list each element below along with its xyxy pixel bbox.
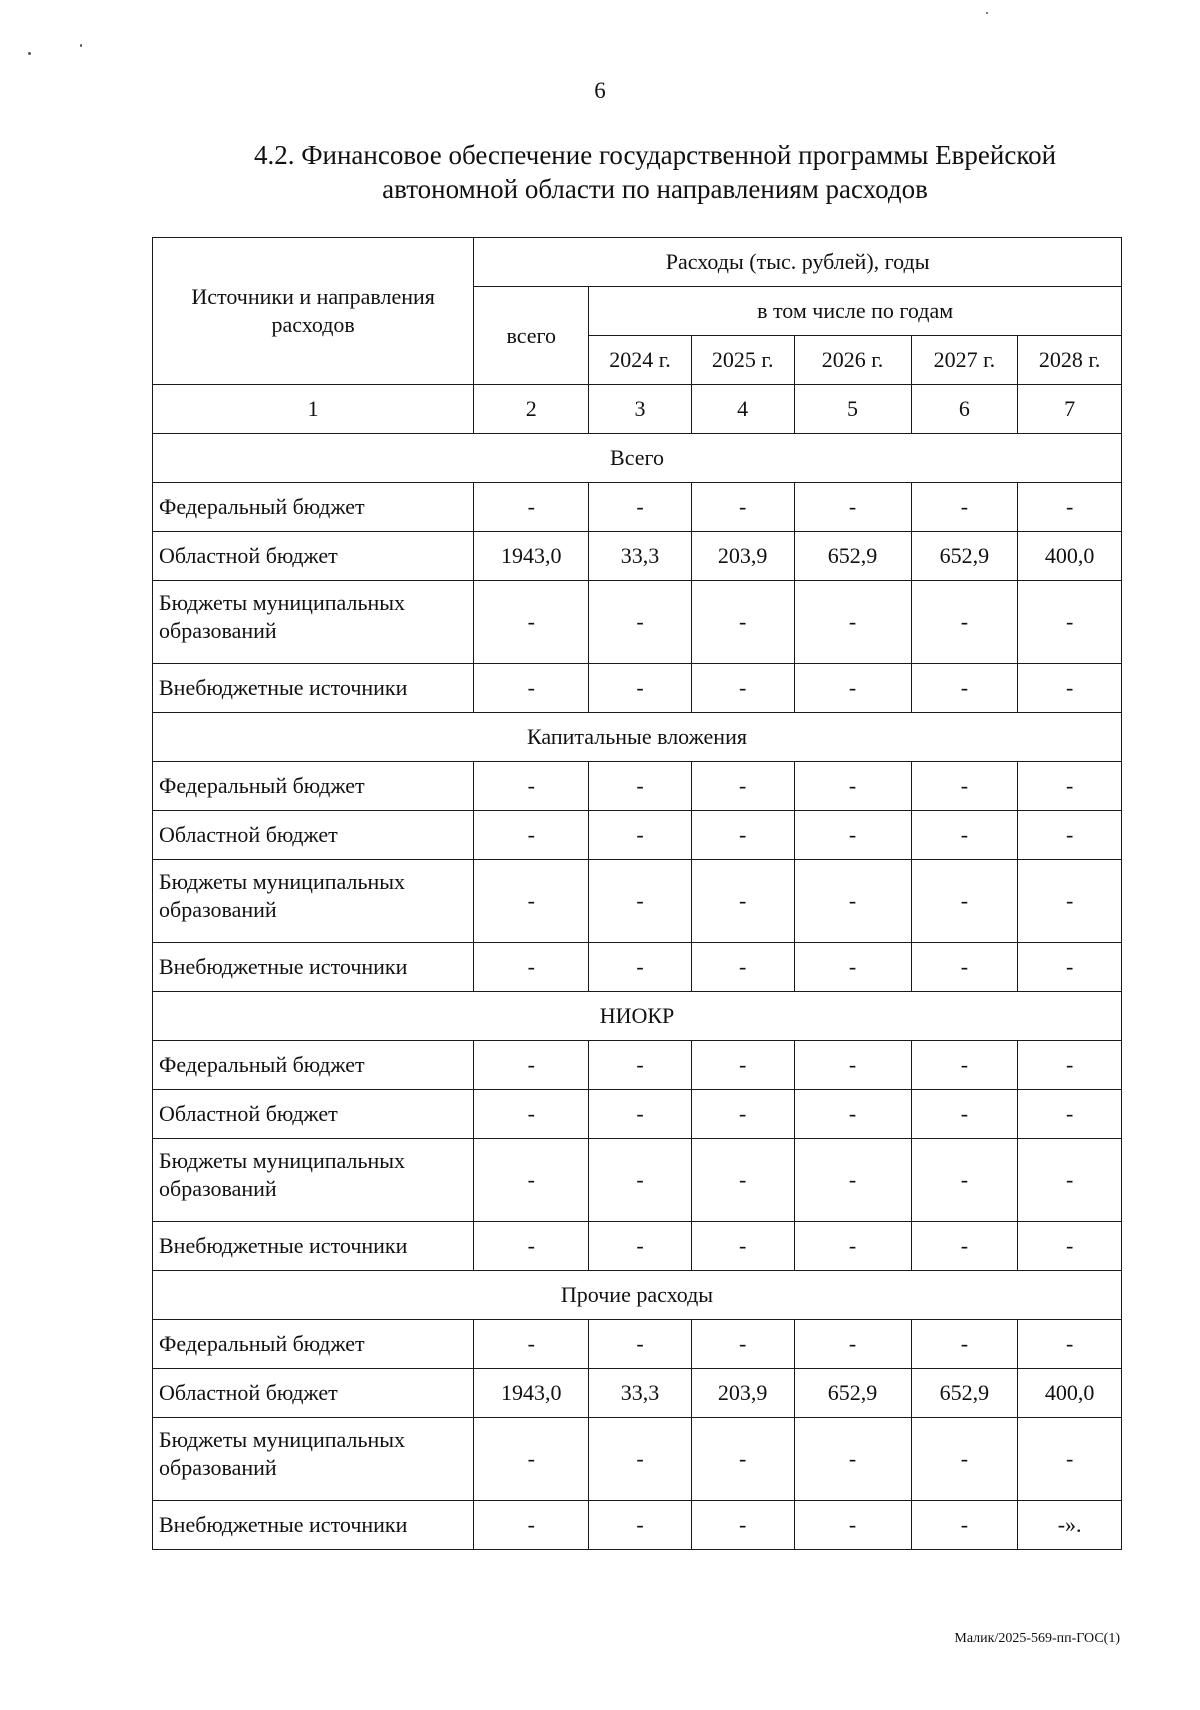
table-cell: - <box>911 1320 1018 1369</box>
table-cell: - <box>794 1139 911 1222</box>
table-cell: - <box>911 1041 1018 1090</box>
row-label: Внебюджетные источники <box>153 664 474 713</box>
header-year: 2027 г. <box>911 336 1018 385</box>
table-cell: - <box>691 664 794 713</box>
table-cell: - <box>589 1222 692 1271</box>
table-cell: - <box>794 1501 911 1550</box>
table-cell: - <box>1018 483 1122 532</box>
table-cell: - <box>474 664 589 713</box>
table-cell: -». <box>1018 1501 1122 1550</box>
table-cell: - <box>1018 664 1122 713</box>
table-cell: - <box>474 581 589 664</box>
scan-speck <box>80 44 82 47</box>
table-row <box>153 1041 1122 1090</box>
table-cell: - <box>589 1139 692 1222</box>
table-cell: - <box>589 811 692 860</box>
table-cell: 203,9 <box>691 532 794 581</box>
row-label: Внебюджетные источники <box>153 1222 474 1271</box>
table-row <box>153 1369 1122 1418</box>
table-cell: - <box>691 1041 794 1090</box>
table-cell: - <box>691 1139 794 1222</box>
table-cell: - <box>691 483 794 532</box>
table-cell: - <box>794 860 911 943</box>
table-cell: - <box>1018 1418 1122 1501</box>
row-label: Бюджеты муниципальных образований <box>153 860 474 943</box>
table-row <box>153 943 1122 992</box>
table-cell: - <box>474 943 589 992</box>
table-cell: - <box>474 1041 589 1090</box>
table-cell: - <box>911 1139 1018 1222</box>
table-cell: - <box>691 811 794 860</box>
row-label: Федеральный бюджет <box>153 762 474 811</box>
table-cell: - <box>589 762 692 811</box>
column-number: 7 <box>1018 385 1122 434</box>
table-row <box>153 1418 1122 1501</box>
row-label: Областной бюджет <box>153 1090 474 1139</box>
table-cell: - <box>1018 811 1122 860</box>
header-year: 2025 г. <box>691 336 794 385</box>
table-row <box>153 483 1122 532</box>
table-cell: - <box>589 581 692 664</box>
table-row <box>153 1222 1122 1271</box>
table-cell: - <box>1018 1222 1122 1271</box>
table-cell: - <box>589 483 692 532</box>
table-cell: 652,9 <box>794 532 911 581</box>
table-cell: 400,0 <box>1018 532 1122 581</box>
table-cell: - <box>691 762 794 811</box>
table-cell: - <box>474 811 589 860</box>
row-label: Областной бюджет <box>153 1369 474 1418</box>
table-cell: - <box>474 1501 589 1550</box>
table-cell: - <box>1018 762 1122 811</box>
header-expenses: Расходы (тыс. рублей), годы <box>474 238 1122 287</box>
table-cell: - <box>794 943 911 992</box>
table-cell: - <box>691 943 794 992</box>
table-row <box>153 762 1122 811</box>
column-number: 2 <box>474 385 589 434</box>
table-cell: - <box>794 664 911 713</box>
table-cell: 652,9 <box>794 1369 911 1418</box>
table-cell: - <box>911 581 1018 664</box>
table-cell: - <box>794 811 911 860</box>
table-cell: - <box>794 581 911 664</box>
column-number: 6 <box>911 385 1018 434</box>
document-title <box>150 138 1160 206</box>
table-cell: - <box>911 483 1018 532</box>
section-title: Капитальные вложения <box>153 713 1122 762</box>
row-label: Федеральный бюджет <box>153 483 474 532</box>
table-cell: 33,3 <box>589 532 692 581</box>
table-cell: - <box>794 483 911 532</box>
table-cell: 1943,0 <box>474 532 589 581</box>
row-label: Бюджеты муниципальных образований <box>153 1139 474 1222</box>
table-cell: - <box>911 1501 1018 1550</box>
row-label: Бюджеты муниципальных образований <box>153 581 474 664</box>
table-cell: - <box>1018 1041 1122 1090</box>
section-title: НИОКР <box>153 992 1122 1041</box>
title-line-2: автономной области по направлениям расходов <box>382 174 928 204</box>
table-row <box>153 1501 1122 1550</box>
table-cell: - <box>589 1501 692 1550</box>
table-row <box>153 581 1122 664</box>
table-cell: - <box>794 1222 911 1271</box>
table-cell: - <box>1018 581 1122 664</box>
row-label: Федеральный бюджет <box>153 1320 474 1369</box>
document-reference: Малик/2025-569-пп-ГОС(1) <box>954 1631 1120 1646</box>
table-cell: - <box>474 1090 589 1139</box>
table-row <box>153 860 1122 943</box>
header-by-years: в том числе по годам <box>589 287 1122 336</box>
header-year: 2028 г. <box>1018 336 1122 385</box>
table-cell: - <box>474 860 589 943</box>
table-cell: - <box>691 860 794 943</box>
page-number: 6 <box>594 78 606 103</box>
row-label: Областной бюджет <box>153 811 474 860</box>
table-cell: - <box>589 1320 692 1369</box>
table-cell: - <box>589 664 692 713</box>
table-cell: - <box>474 1418 589 1501</box>
table-cell: - <box>794 1090 911 1139</box>
table-cell: - <box>794 1041 911 1090</box>
scan-speck <box>28 52 31 55</box>
table-cell: 652,9 <box>911 532 1018 581</box>
table-cell: - <box>1018 1090 1122 1139</box>
table-cell: - <box>1018 1320 1122 1369</box>
title-line-1: 4.2. Финансовое обеспечение государственной программы Еврейской <box>253 140 1057 170</box>
table-cell: - <box>1018 1139 1122 1222</box>
table-cell: 1943,0 <box>474 1369 589 1418</box>
table-cell: - <box>589 860 692 943</box>
table-cell: 400,0 <box>1018 1369 1122 1418</box>
table-cell: - <box>589 943 692 992</box>
table-cell: - <box>589 1418 692 1501</box>
table-cell: - <box>691 1418 794 1501</box>
table-cell: - <box>911 1222 1018 1271</box>
section-title: Прочие расходы <box>153 1271 1122 1320</box>
table-cell: - <box>474 1320 589 1369</box>
table-cell: - <box>1018 943 1122 992</box>
column-number: 5 <box>794 385 911 434</box>
row-label: Областной бюджет <box>153 532 474 581</box>
table-cell: - <box>911 762 1018 811</box>
column-number: 3 <box>589 385 692 434</box>
table-cell: - <box>474 1139 589 1222</box>
financing-table <box>152 237 1122 1550</box>
row-label: Федеральный бюджет <box>153 1041 474 1090</box>
table-cell: - <box>1018 860 1122 943</box>
table-cell: - <box>794 1418 911 1501</box>
table-row <box>153 664 1122 713</box>
column-number: 1 <box>153 385 474 434</box>
table-cell: - <box>911 1418 1018 1501</box>
table-cell: - <box>589 1041 692 1090</box>
row-label: Внебюджетные источники <box>153 943 474 992</box>
table-cell: 33,3 <box>589 1369 692 1418</box>
table-cell: - <box>794 1320 911 1369</box>
table-row <box>153 1320 1122 1369</box>
table-cell: - <box>911 811 1018 860</box>
header-year: 2026 г. <box>794 336 911 385</box>
table-cell: - <box>911 860 1018 943</box>
table-cell: - <box>691 1222 794 1271</box>
column-number: 4 <box>691 385 794 434</box>
table-row <box>153 811 1122 860</box>
table-cell: - <box>911 664 1018 713</box>
row-label: Внебюджетные источники <box>153 1501 474 1550</box>
table-cell: - <box>691 1320 794 1369</box>
table-row <box>153 1090 1122 1139</box>
header-total: всего <box>474 287 589 385</box>
section-title: Всего <box>153 434 1122 483</box>
table-cell: 203,9 <box>691 1369 794 1418</box>
table-row <box>153 532 1122 581</box>
table-cell: - <box>589 1090 692 1139</box>
table-row <box>153 1139 1122 1222</box>
table-cell: - <box>474 483 589 532</box>
scan-speck <box>986 12 988 14</box>
row-label: Бюджеты муниципальных образований <box>153 1418 474 1501</box>
table-cell: - <box>474 762 589 811</box>
table-cell: - <box>911 943 1018 992</box>
table-cell: - <box>474 1222 589 1271</box>
header-year: 2024 г. <box>589 336 692 385</box>
header-sources: Источники и направления расходов <box>153 238 474 385</box>
table-cell: 652,9 <box>911 1369 1018 1418</box>
table-cell: - <box>794 762 911 811</box>
table-cell: - <box>691 581 794 664</box>
table-cell: - <box>691 1501 794 1550</box>
table-cell: - <box>691 1090 794 1139</box>
table-cell: - <box>911 1090 1018 1139</box>
